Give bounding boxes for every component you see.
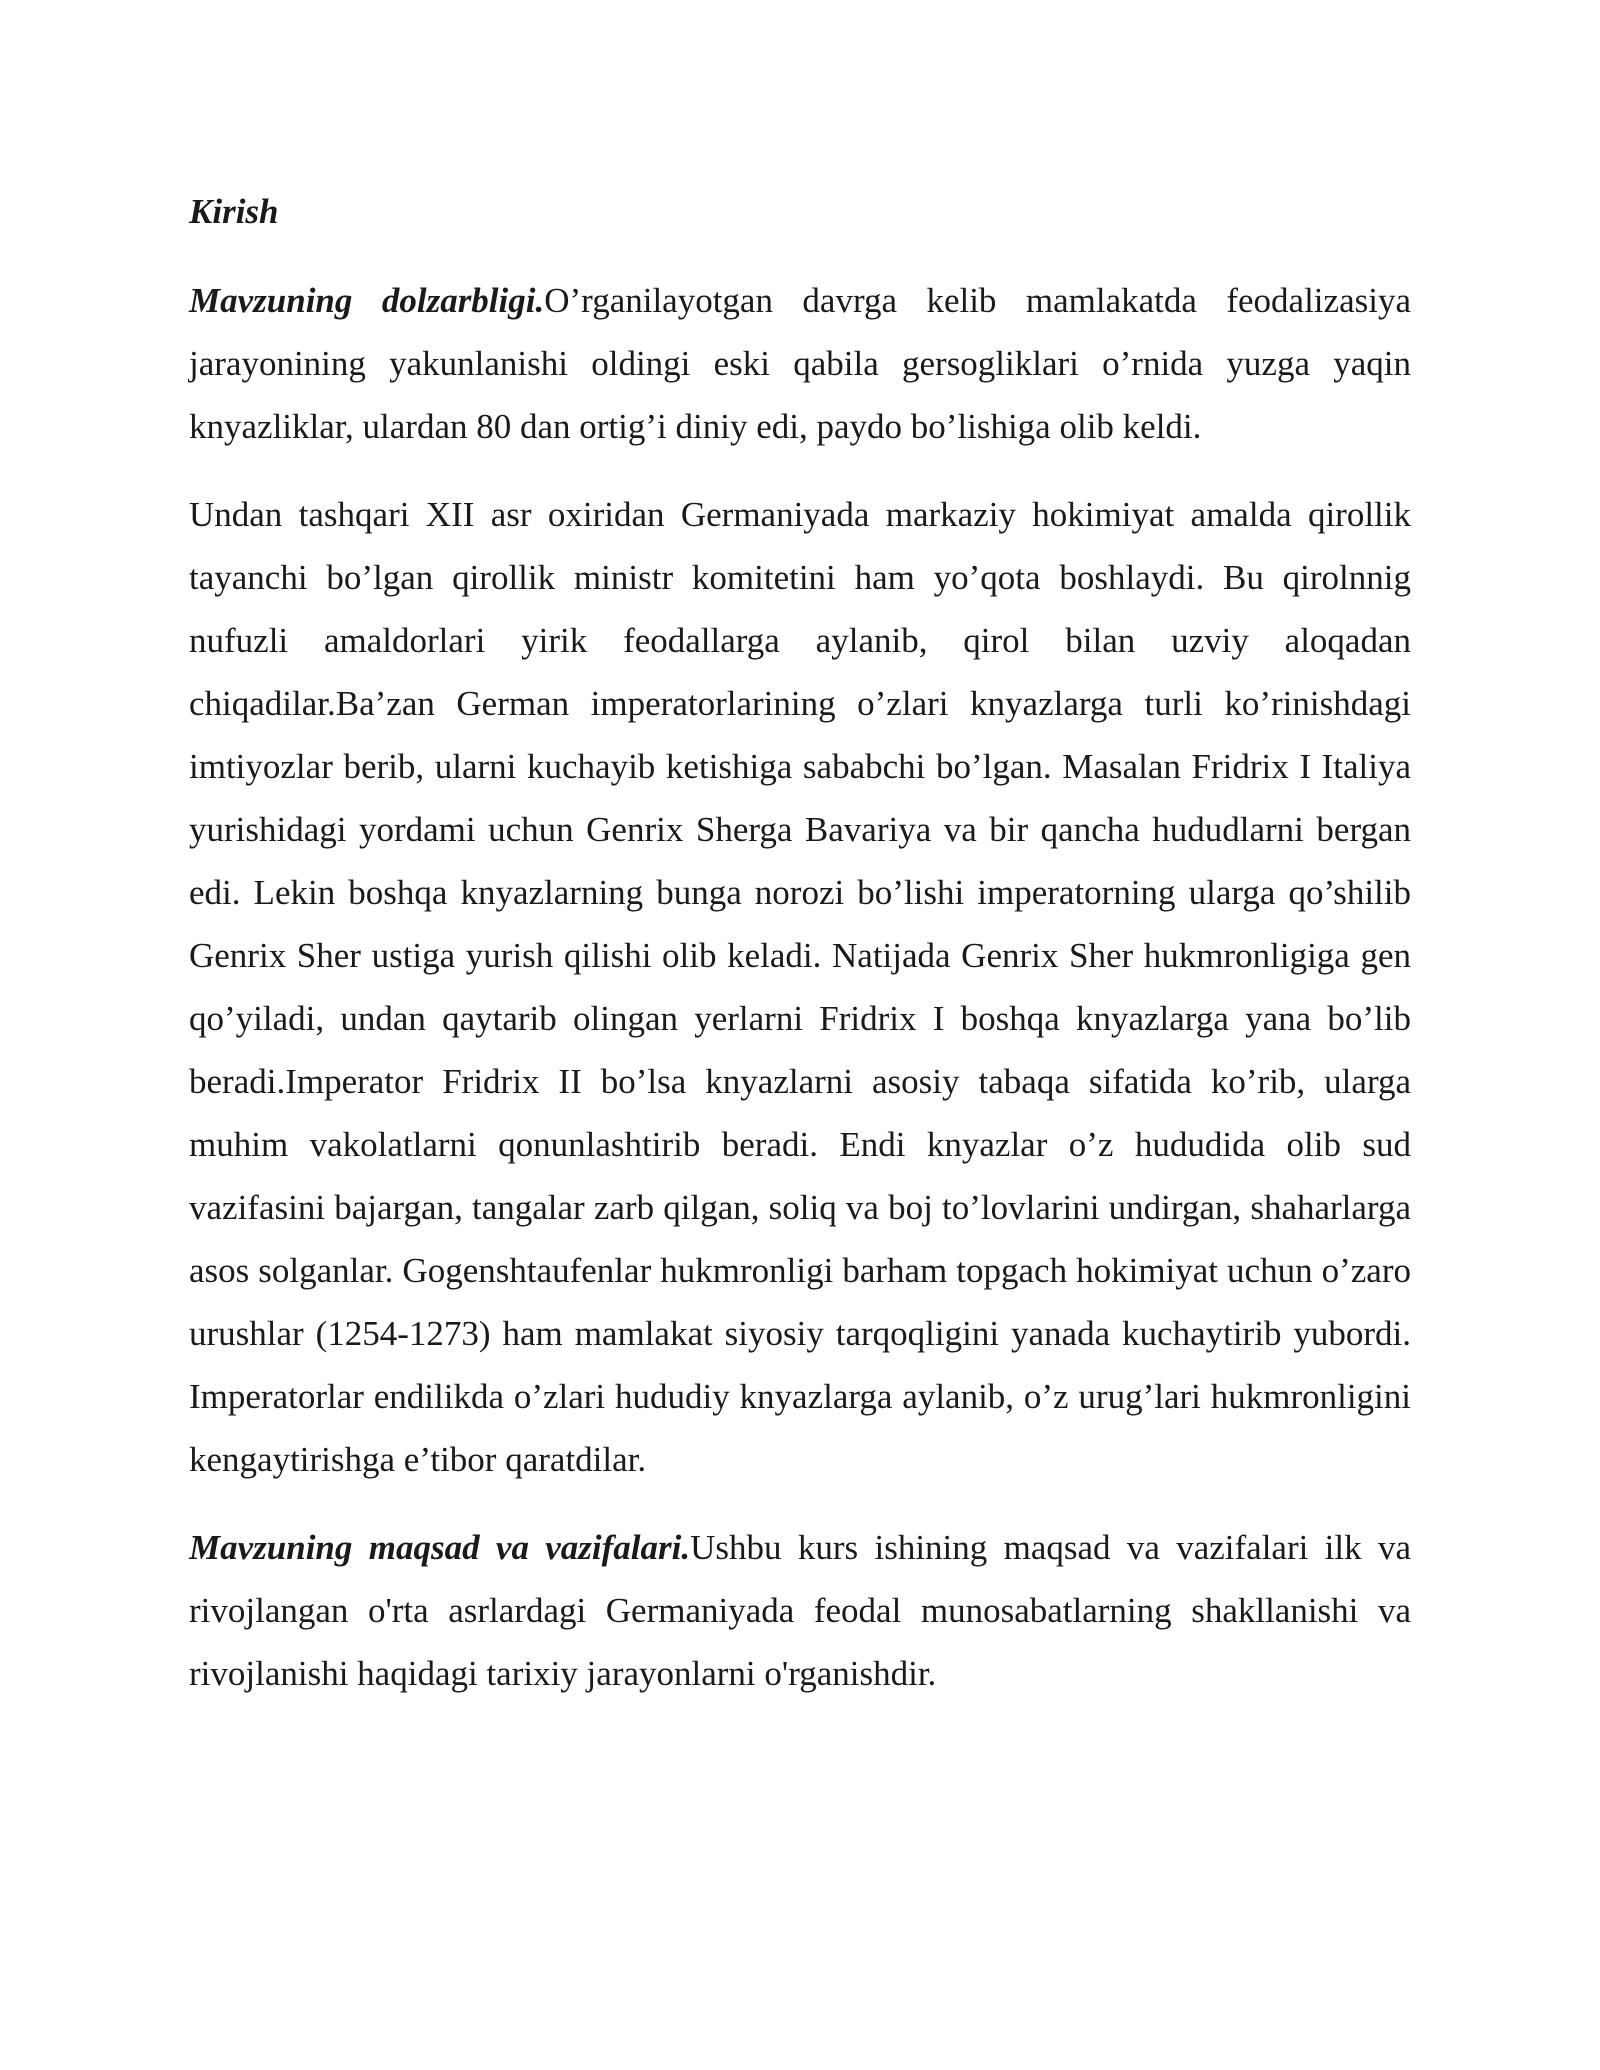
paragraph-relevance — [189, 269, 1411, 458]
paragraph-text: Undan tashqari XII asr oxiridan Germaniyada markaziy hokimiyat amalda qirollik tayanchi bo’lgan qirollik ministr komitetini ham yo’qota boshlaydi. Bu qirolnnig nufuzli amaldorlari yirik feodallarga aylanib, qirol bilan uzviy aloqadan chiqadilar.Ba’zan German imperatorlarining o’zlari knyazlarga turli ko’rinishdagi imtiyozlar berib, ularni kuchayib ketishiga sababchi bo’lgan. Masalan Fridrix I Italiya yurishidagi yordami uchun Genrix Sherga Bavariya va bir qancha hududlarni bergan edi. Lekin boshqa knyazlarning bunga norozi bo’lishi imperatorning ularga qo’shilib Genrix Sher ustiga yurish qilishi olib keladi. Natijada Genrix Sher hukmronligiga gen qo’yiladi, undan qaytarib olingan yerlarni Fridrix I boshqa knyazlarga yana bo’lib beradi.Imperator Fridrix II bo’lsa knyazlarni asosiy tabaqa sifatida ko’rib, ularga muhim vakolatlarni qonunlashtirib beradi. Endi knyazlar o’z hududida olib sud vazifasini bajargan, tangalar zarb qilgan, soliq va boj to’lovlarini undirgan, shaharlarga asos solganlar. Gogenshtaufenlar hukmronligi barham topgach hokimiyat uchun o’zaro urushlar (1254-1273) ham mamlakat siyosiy tarqoqligini yanada kuchaytirib yubordi. Imperatorlar endilikda o’zlari hududiy knyazlarga aylanib, o’z urug’lari hukmronligini kengaytirishga e’tibor qaratdilar. — [189, 495, 1411, 1479]
document-page — [189, 180, 1411, 1730]
paragraph-history — [189, 483, 1411, 1491]
paragraph-text: O’rganilayotgan davrga kelib mamlakatda feodalizasiya jarayonining yakunlanishi oldingi eski qabila gersogliklari o’rnida yuzga yaqin knyazliklar, ulardan 80 dan ortig’i diniy edi, paydo bo’lishiga olib keldi. — [189, 281, 1411, 446]
paragraph-goals — [189, 1516, 1411, 1705]
paragraph-lead: Mavzuning dolzarbligi. — [189, 281, 545, 320]
paragraph-lead: Mavzuning maqsad va vazifalari. — [189, 1528, 691, 1567]
paragraph-text: Ushbu kurs ishining maqsad va vazifalari ilk va rivojlangan o'rta asrlardagi Germaniyada feodal munosabatlarning shakllanishi va rivojlanishi haqidagi tarixiy jarayonlarni o'rganishdir. — [189, 1528, 1411, 1693]
section-heading: Kirish — [189, 192, 279, 231]
